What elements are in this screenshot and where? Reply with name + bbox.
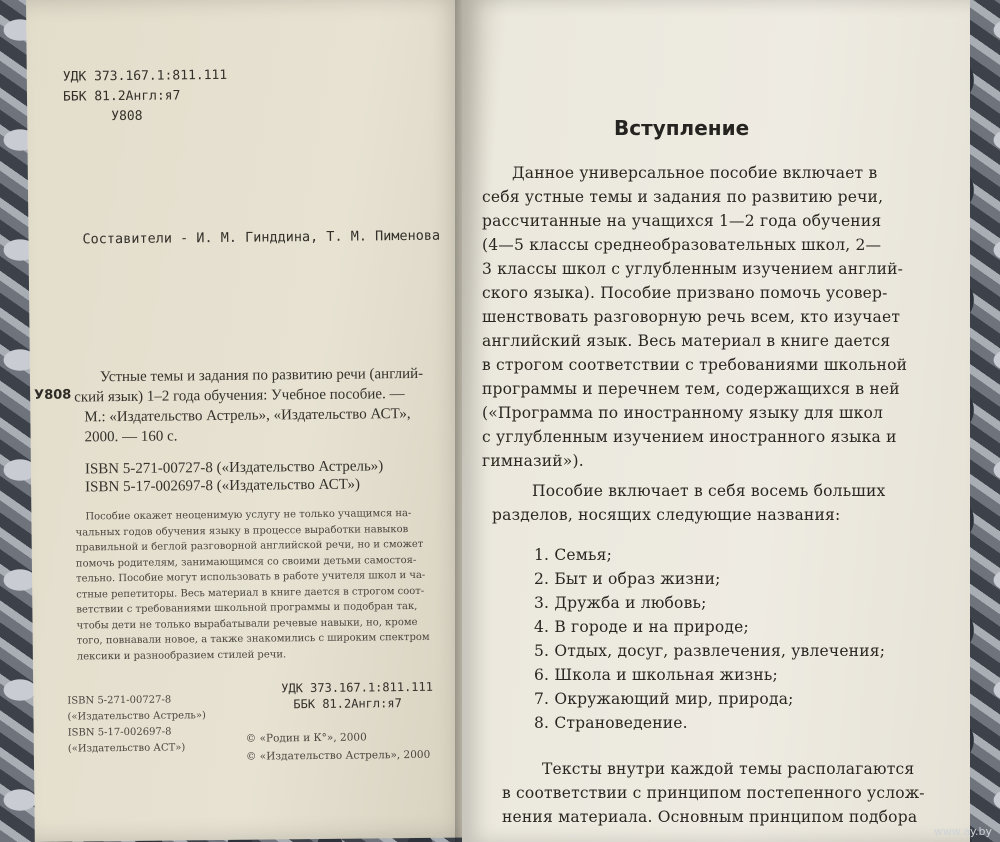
abstract-line: того, повнавали новое, а также знакомились с широким спектром [76,631,430,647]
copyright-line: © «Родин и К°», 2000 [245,731,367,745]
watermark: www.ay.by [933,825,992,838]
list-item: 8. Страноведение. [534,714,688,732]
abstract-line: чальных годов обучения языку в процессе выработки навыков [75,523,409,539]
paragraph-line: программы и перечнем тем, содержащихся в ней [482,380,900,398]
list-item: 3. Дружба и любовь; [534,594,707,612]
paragraph-line: нения материала. Основным принципом подбора [502,808,918,826]
paragraph-line: себя устные темы и задания по развитию речи, [482,188,884,206]
list-item: 7. Окружающий мир, природа; [534,690,794,708]
copyright-line: © «Издательство Астрель», 2000 [245,748,431,763]
page-title: Вступление [614,116,750,140]
paragraph-line: (4—5 классы среднеобразовательных школ, 2— [482,236,882,254]
left-page [26,0,477,842]
paragraph-line: («Программа по иностранному языку для школ [482,404,884,422]
list-item: 1. Семья; [534,546,613,564]
paragraph-line: английский язык. Весь материал в книге дается [482,332,891,350]
right-page [462,0,970,842]
abstract-line: тельно. Пособие могут использовать в работе учителя школ и ча- [76,569,426,585]
paragraph-line: гимназий»). [482,452,584,470]
code-top: У808 [111,108,143,125]
abstract-line: чтобы дети не только вырабатывали речевые навыки, но, кроме [76,616,418,632]
catalog-line: ский язык) 1–2 года обучения: Учебное пособие. — [74,386,405,406]
isbn-bottom-line: ISBN 5-271-00727-8 [67,694,172,707]
list-item: 2. Быт и образ жизни; [534,570,721,588]
paragraph-line: в строгом соответствии с требованиями школьной [482,356,908,374]
abstract-line: правильной и беглой разговорной английской речи, но и сможет [75,538,424,554]
abstract-line: помочь родителям, занимающимся со своими детьми самостоя- [75,554,417,570]
paragraph-line: Пособие включает в себя восемь больших [532,482,886,500]
list-item: 4. В городе и на природе; [534,618,749,636]
paragraph-line: Тексты внутри каждой темы располагаются [542,760,915,778]
catalog-line: М.: «Издательство Астрель», «Издательство АСТ», [84,405,411,426]
abstract-line: стные репетиторы. Весь материал в книге дается в строгом соот- [76,585,425,601]
paragraph-line: разделов, носящих следующие названия: [492,506,841,524]
abstract-line: ветствии с требованиями школьной программы и подобран так, [76,600,418,616]
paragraph-line: Данное универсальное пособие включает в [512,164,878,182]
udk-top: УДК 373.167.1:811.111 [62,67,228,85]
udk-bottom: УДК 373.167.1:811.111 [281,679,434,696]
abstract-line: лексики и разнообразием стилей речи. [76,648,287,663]
paragraph-line: рассчитанные на учащихся 1—2 года обучения [482,212,882,230]
isbn-line: ISBN 5-271-00727-8 («Издательство Астрель») [84,458,384,478]
paragraph-line: 3 классы школ с углубленным изучением англий- [482,260,904,278]
catalog-line: Устные темы и задания по развитию речи (англий- [99,365,424,386]
list-item: 5. Отдых, досуг, развлечения, увлечения; [534,642,886,660]
catalog-line: 2000. — 160 с. [84,428,178,446]
catalog-code: У808 [34,387,72,403]
abstract-line: Пособие окажет неоценимую услугу не только учащимся на- [85,507,412,523]
list-item: 6. Школа и школьная жизнь; [534,666,778,684]
paragraph-line: ского языка). Пособие призвано помочь усовер- [482,284,888,302]
paragraph-line: в соответствии с принципом постепенного услож- [502,784,925,802]
paragraph-line: с углубленным изучением иностранного языка и [482,428,897,446]
bbk-top: ББК 81.2Англ:я7 [62,88,181,105]
isbn-bottom-line: ISBN 5-17-002697-8 [67,726,172,739]
isbn-bottom-line: («Издательство Астрель») [67,710,206,723]
compilers-line: Составители - И. М. Гинддина, Т. М. Пименова [82,227,441,248]
bbk-bottom: ББК 81.2Англ:я7 [293,696,402,712]
isbn-bottom-line: («Издательство АСТ») [67,742,186,755]
paragraph-line: шенствовать разговорную речь всем, кто изучает [482,308,901,326]
isbn-line: ISBN 5-17-002697-8 («Издательство АСТ») [85,476,361,496]
